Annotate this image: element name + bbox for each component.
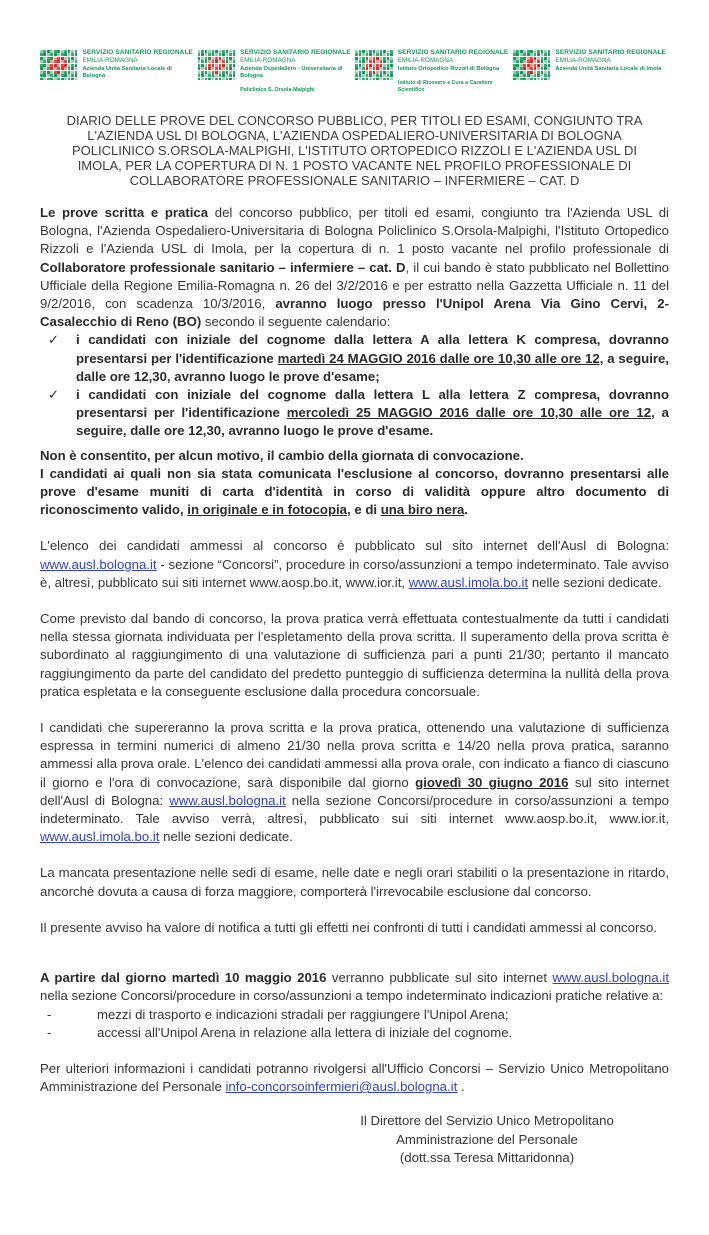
dash-bullet: - (47, 1024, 52, 1040)
paragraph-prova-pratica (40, 610, 669, 701)
document-title: DIARIO DELLE PROVE DEL CONCORSO PUBBLICO, PER TITOLI ED ESAMI, CONGIUNTO TRA L'AZIENDA USL DI BOLOGNA, L'AZIENDA OSPEDALIERO-UNIVERSITARIA DI BOLOGNA POLICLINICO S.ORSOLA-MALPIGHI, L'ISTITUTO ORTOPEDICO RIZZOLI E L'AZIENDA USL DI IMOLA, PER LA COPERTURA DI N. 1 POSTO VACANTE NEL PROFILO PROFESSIONALE DI COLLABORATORE PROFESSIONALE SANITARIO – INFERMIERE – CAT. D (66, 113, 643, 189)
signature-name: (dott.ssa Teresa Mittaridonna) (399, 1149, 575, 1165)
text-run: Le prove scritta e pratica (40, 204, 209, 220)
signature-role-line1: Il Direttore del Servizio Unico Metropolitano (360, 1113, 614, 1129)
text-run: nella sezione Concorsi/procedure in corso/assunzioni a tempo indeterminato indicazioni pratiche relative a: (40, 988, 664, 1004)
text-run: Il presente avviso ha valore di notifica a tutti gli effetti nei confronti di tutti i candidati ammessi al concorso. (40, 919, 657, 935)
paragraph-info (40, 1060, 669, 1096)
ssr-emilia-romagna-logo-icon (40, 50, 77, 80)
paragraph-prova-orale (40, 719, 669, 846)
schedule-item-text (76, 332, 669, 383)
inline-link[interactable]: www.ausl.bologna.it (552, 970, 669, 986)
text-run: La mancata presentazione nelle sedi di esame, nelle date e negli orari stabiliti o la presentazione in ritardo, ancorchè dovuta a causa di forza maggiore, comporterà l'irrevocabile esclusione dal concorso. (40, 865, 669, 899)
ssr-emilia-romagna-logo-icon (198, 50, 235, 93)
paragraph-valore-notifica (40, 919, 669, 937)
text-run: nelle sezioni dedicate. (528, 574, 662, 590)
schedule-list (40, 331, 669, 440)
text-run: una biro nera (380, 502, 465, 518)
logo-line1: SERVIZIO SANITARIO REGIONALE (240, 49, 351, 56)
text-run: avranno luogo presso l'Unipol Arena Via Gino Cervi, 2- Casalecchio di Reno (BO) (40, 296, 669, 330)
text-run: , a seguire, dalle ore 12,30, avranno luogo le prove d'esame; (76, 350, 669, 384)
schedule-item-l-z (40, 386, 669, 441)
ssr-emilia-romagna-logo-icon (513, 50, 550, 80)
text-run: mercoledì 25 MAGGIO 2016 dalle ore 10,30 alle ore 12 (286, 405, 652, 421)
logo-line2: EMILIA-ROMAGNA (240, 56, 296, 64)
logo-line2: EMILIA-ROMAGNA (555, 56, 611, 64)
logo-line4: Policlinico S. Orsola-Malpighi (240, 87, 315, 93)
text-run: del concorso pubblico, per titoli ed esami, congiunto tra l'Azienda USL di Bologna, l'Azienda Ospedaliero-Universitaria di Bologna Policlinico S.Orsola-Malpighi, l'Istituto Ortopedico Rizzoli e l'Azienda USL di Imola, per la copertura di n. 1 posto vacante nel profilo professionale di (40, 204, 669, 257)
paragraph-mancata-presentazione (40, 864, 669, 900)
indicazioni-item-text (97, 1025, 512, 1040)
text-run: . (457, 1079, 465, 1095)
logo-line3: Istituto Ortopedico Rizzoli di Bologna (397, 66, 500, 73)
logo-line1: SERVIZIO SANITARIO REGIONALE (397, 49, 509, 56)
text-run: i candidati con iniziale del cognome dalla lettera A alla lettera K compresa, dovranno presentarsi per l'identificazione (76, 332, 669, 366)
logo-ausl-imola (513, 49, 669, 80)
paragraph-documents (40, 465, 669, 520)
text-run: , il cui bando è stato pubblicato nel Bollettino Ufficiale della Regione Emilia-Romagna n. 26 del 3/2/2016 e per estratto nella Gazzetta Ufficiale n. 11 del 9/2/2016, con scadenza 10/3/2016, (40, 259, 669, 311)
signature-role-line2: Amministrazione del Personale (396, 1131, 578, 1147)
text-run: Collaboratore professionale sanitario – infermiere – cat. D (40, 259, 406, 275)
text-run: in originale e in fotocopia (187, 502, 348, 518)
check-icon: ✓ (48, 387, 60, 403)
text-run: accessi all'Unipol Arena in relazione alla lettera di iniziale del cognome. (97, 1024, 513, 1040)
logo-line3: Azienda Unità Sanitaria Locale di Bologna (82, 66, 172, 80)
logo-line2: EMILIA-ROMAGNA (397, 56, 454, 64)
paragraph-indicazioni (40, 969, 669, 1005)
paragraph-no-change (40, 447, 669, 465)
logo-ior-bologna (355, 49, 511, 93)
paragraph-admitted-list (40, 537, 669, 592)
logo-line1: SERVIZIO SANITARIO REGIONALE (82, 49, 193, 56)
text-run: giovedì 30 giugno 2016 (415, 774, 569, 790)
text-run: . (464, 502, 468, 518)
schedule-item-text (76, 387, 669, 438)
text-run: sul sito internet dell'Ausl di Bologna: (40, 774, 670, 808)
indicazioni-list (40, 1006, 669, 1042)
paragraph-intro (40, 204, 669, 331)
header-logos (40, 0, 669, 93)
text-run: , e di (347, 502, 381, 518)
indicazioni-item-accessi (40, 1024, 669, 1042)
signature-block (317, 1112, 657, 1167)
inline-link[interactable]: info-concorsoinfermieri@ausl.bologna.it (225, 1079, 458, 1095)
text-run: martedì 24 MAGGIO 2016 dalle ore 10,30 alle ore 12 (277, 350, 600, 366)
text-run: verranno pubblicate sul sito internet (326, 970, 553, 986)
document-body (40, 204, 669, 1167)
dash-bullet: - (47, 1006, 52, 1022)
logo-aosp-bologna (198, 49, 354, 93)
ssr-emilia-romagna-logo-icon (355, 50, 392, 93)
check-icon: ✓ (48, 332, 60, 348)
indicazioni-item-text (97, 1007, 509, 1022)
logo-line2: EMILIA-ROMAGNA (82, 56, 138, 64)
inline-link[interactable]: www.ausl.bologna.it (40, 556, 157, 572)
text-run: nelle sezioni dedicate. (159, 829, 293, 845)
text-run: - sezione “Concorsi”, procedure in corso/assunzioni a tempo indeterminato. Tale avviso è, altresì, pubblicato sui siti internet www.aosp.bo.it, www.ior.it, (40, 556, 669, 590)
text-run: mezzi di trasporto e indicazioni stradali per raggiungere l'Unipol Arena; (97, 1006, 509, 1022)
text-run: nella sezione Concorsi/procedure in corso/assunzioni a tempo indeterminato. Tale avviso verrà, altresì, pubblicato sui siti internet www.aosp.bo.it, www.ior.it, (40, 792, 669, 827)
logo-line3: Azienda Ospedaliero - Universitaria di Bologna (240, 66, 343, 80)
text-run: A partire dal giorno martedì 10 maggio 2016 (40, 970, 327, 986)
inline-link[interactable]: www.ausl.imola.bo.it (40, 829, 160, 845)
inline-link[interactable]: www.ausl.imola.bo.it (408, 574, 529, 590)
text-run: i candidati con iniziale del cognome dalla lettera L alla lettera Z compresa, dovranno presentarsi per l'identificazione (76, 387, 669, 421)
text-run: , a seguire, dalle ore 12,30, avranno luogo le prove d'esame. (76, 405, 669, 439)
logo-line1: SERVIZIO SANITARIO REGIONALE (555, 49, 666, 56)
text-run: I candidati che supereranno la prova scritta e la prova pratica, ottenendo una valutazione di sufficienza espressa in termini numerici di almeno 21/30 nella prova scritta e 14/20 nella prova pratica, saranno ammessi alla prova orale. L'elenco dei candidati ammessi alla prova orale, con indicato a fianco di ciascuno il giorno e l'ora di convocazione, sarà disponibile dal giorno (40, 720, 669, 790)
logo-ausl-bologna (40, 49, 196, 80)
logo-line4: Istituto di Ricovero e Cura a Carattere Scientifico (397, 80, 493, 93)
schedule-item-a-k (40, 331, 669, 386)
text-run: Come previsto dal bando di concorso, la prova pratica verrà effettuata contestualmente da tutti i candidati nella stessa giornata individuata per l'espletamento della prova scritta. Il superamento della prova scritta è subordinato al raggiungimento di una valutazione di sufficienza pari a punti 21/30; pertanto il mancato raggiungimento da parte del candidato del predetto punteggio di sufficienza determina la nullità della prova pratica espletata e la conseguente esclusione dalla procedura concorsuale. (40, 611, 669, 699)
text-run: Non è consentito, per alcun motivo, il cambio della giornata di convocazione. (40, 447, 524, 463)
text-run: Per ulteriori informazioni i candidati potranno rivolgersi all'Ufficio Concorsi – Servizio Unico Metropolitano Amministrazione del Personale (40, 1060, 669, 1095)
text-run: L'elenco dei candidati ammessi al concorso è pubblicato sul sito internet dell'Ausl di Bologna: (40, 538, 669, 554)
text-run: I candidati ai quali non sia stata comunicata l'esclusione al concorso, dovranno presentarsi alle prove d'esame muniti di carta d'identità in corso di validità oppure altro documento di riconoscimento valido, (40, 465, 669, 518)
inline-link[interactable]: www.ausl.bologna.it (169, 792, 286, 808)
text-run: secondo il seguente calendario: (201, 314, 391, 330)
logo-line3: Azienda Unità Sanitaria Locale di Imola (555, 66, 662, 73)
indicazioni-item-trasporti (40, 1006, 669, 1024)
